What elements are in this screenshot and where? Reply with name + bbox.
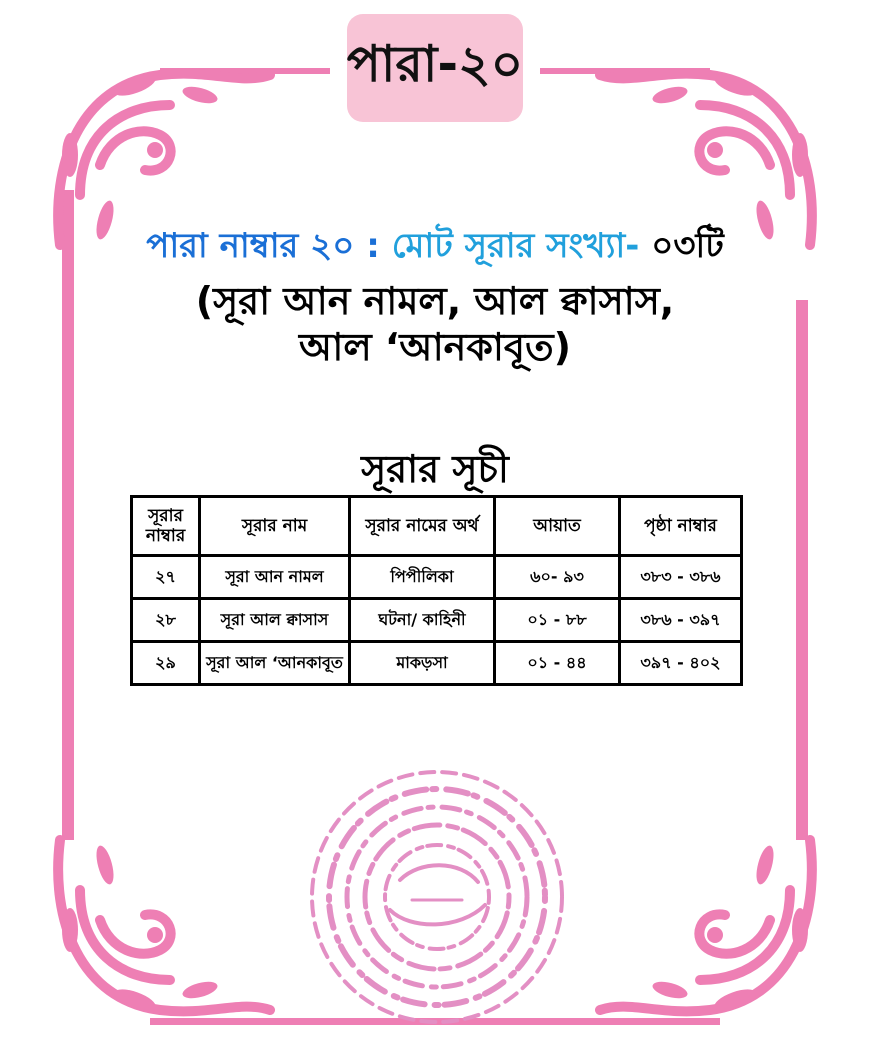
cell-ayat: ০১ - ৮৮: [495, 599, 620, 642]
cell-page-number: ৩৮৬ - ৩৯৭: [620, 599, 742, 642]
table-row: [132, 642, 742, 685]
table-row: [132, 556, 742, 599]
surah-list-title: সূরার সূচী: [361, 447, 509, 491]
cell-surah-name: সূরা আন নামল: [200, 556, 350, 599]
ornament-bottom-left-icon: [40, 810, 290, 1040]
surah-table: [130, 495, 743, 686]
cell-surah-name: সূরা আল ক্বাসাস: [200, 599, 350, 642]
cell-ayat: ০১ - ৪৪: [495, 642, 620, 685]
cell-name-meaning: ঘটনা/ কাহিনী: [350, 599, 495, 642]
header-surah-name: সূরার নাম: [200, 497, 350, 556]
calligraphy-medallion-icon: [300, 760, 575, 1035]
cell-name-meaning: পিপীলিকা: [350, 556, 495, 599]
header-name-meaning: সূরার নামের অর্থ: [350, 497, 495, 556]
cell-surah-number: ২৮: [132, 599, 200, 642]
cell-surah-name: সূরা আল ‘আনকাবূত: [200, 642, 350, 685]
para-title-box: [347, 14, 523, 122]
table-header-row: [132, 497, 742, 556]
cell-surah-number: ২৯: [132, 642, 200, 685]
cell-page-number: ৩৮৩ - ৩৮৬: [620, 556, 742, 599]
para-info-line: [0, 220, 870, 277]
header-page-number: পৃষ্ঠা নাম্বার: [620, 497, 742, 556]
cell-page-number: ৩৯৭ - ৪০২: [620, 642, 742, 685]
surah-names-line-1: (সূরা আন নামল, আল ক্বাসাস,: [195, 279, 675, 323]
para-title: পারা-২০: [346, 34, 524, 93]
total-surah-label: মোট সূরার সংখ্যা-: [391, 226, 640, 266]
cell-ayat: ৬০- ৯৩: [495, 556, 620, 599]
surah-names-line-2: আল ‘আনকাবূত): [299, 325, 571, 369]
ornament-bottom-right-icon: [580, 810, 830, 1040]
table-row: [132, 599, 742, 642]
header-ayat: আয়াত: [495, 497, 620, 556]
cell-surah-number: ২৭: [132, 556, 200, 599]
cell-name-meaning: মাকড়সা: [350, 642, 495, 685]
para-number-label: পারা নাম্বার ২০ :: [146, 226, 380, 266]
total-surah-value: ০৩টি: [651, 226, 724, 266]
header-surah-number: সূরার নাম্বার: [132, 497, 200, 556]
